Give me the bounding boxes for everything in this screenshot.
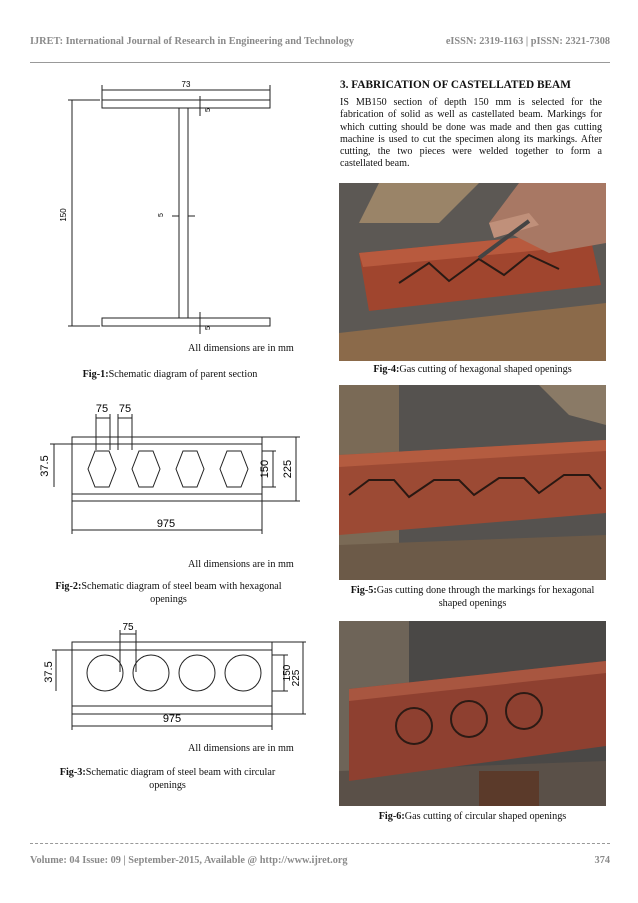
fig4-photo-hexagonal-cutting [339, 183, 606, 361]
journal-title: IJRET: International Journal of Research in Engineering and Technology [30, 36, 355, 47]
footer-volume: Volume: 04 Issue: 09 | September-2015, Available @ http://www.ijret.org [30, 855, 348, 866]
fig3-dim-a: 75 [122, 622, 134, 633]
fig3-dim-length: 975 [162, 713, 182, 725]
fig2-dim-left: 37.5 [39, 455, 51, 477]
fig4-caption-label: Fig-4: [373, 364, 400, 375]
fig3-note: All dimensions are in mm [188, 743, 294, 754]
fig2-note: All dimensions are in mm [188, 559, 294, 570]
fig1-caption-text: Schematic diagram of parent section [108, 369, 258, 380]
fig6-caption-label: Fig-6: [378, 811, 405, 822]
fig6-caption-text: Gas cutting of circular shaped openings [404, 811, 567, 822]
fig1-dim-web: 5 [158, 213, 165, 217]
fig2-dim-b: 75 [118, 403, 132, 415]
fig2-dim-a: 75 [95, 403, 109, 415]
section-paragraph: IS MB150 section of depth 150 mm is selected for the fabrication of solid as well as castellated beam. Markings for which cutting should be done was made and then gas cutting machine is used to cut the specimen along its markings. After cutting, the two pieces were welded together to form a castellated beam. [340, 97, 602, 170]
fig2-dim-outer: 225 [282, 459, 294, 479]
section-title: 3. FABRICATION OF CASTELLATED BEAM [340, 79, 571, 91]
fig4-caption [339, 364, 606, 377]
footer-rule [30, 843, 610, 844]
fig3-dim-outer: 225 [291, 669, 302, 687]
fig1-dim-flange-bottom: 5 [205, 326, 212, 330]
fig1-caption [60, 369, 280, 382]
fig1-caption-label: Fig-1: [82, 369, 109, 380]
fig1-dim-depth: 150 [59, 208, 68, 222]
fig3-dim-left: 37.5 [43, 661, 55, 683]
page-number: 374 [594, 855, 610, 866]
fig4-caption-text: Gas cutting of hexagonal shaped openings [399, 364, 572, 375]
fig6-photo-circular-cutting [339, 621, 606, 806]
fig5-caption-text: Gas cutting done through the markings for hexagonal shaped openings [376, 585, 595, 609]
fig2-dim-inner: 150 [259, 459, 271, 479]
fig5-caption-label: Fig-5: [350, 585, 377, 596]
fig2-caption-text: Schematic diagram of steel beam with hexagonal openings [81, 581, 282, 605]
fig2-caption-label: Fig-2: [55, 581, 82, 592]
fig2-caption [46, 581, 291, 606]
fig5-photo-hexagonal-markings [339, 385, 606, 580]
fig3-caption [50, 767, 285, 792]
fig1-dim-width: 73 [181, 80, 191, 89]
fig1-dim-flange: 5 [205, 108, 212, 112]
header-rule [30, 62, 610, 63]
fig3-caption-text: Schematic diagram of steel beam with circular openings [85, 767, 276, 791]
journal-issn: eISSN: 2319-1163 | pISSN: 2321-7308 [445, 36, 610, 47]
fig3-dim-inner: 150 [282, 664, 293, 682]
fig2-hexagonal-beam-diagram [38, 392, 303, 537]
fig3-caption-label: Fig-3: [59, 767, 86, 778]
fig3-circular-beam-diagram [43, 622, 308, 732]
fig6-caption [339, 811, 606, 824]
fig1-note: All dimensions are in mm [188, 343, 294, 354]
fig2-dim-length: 975 [156, 518, 176, 530]
fig5-caption [339, 585, 606, 610]
fig1-i-section-diagram [60, 76, 295, 341]
